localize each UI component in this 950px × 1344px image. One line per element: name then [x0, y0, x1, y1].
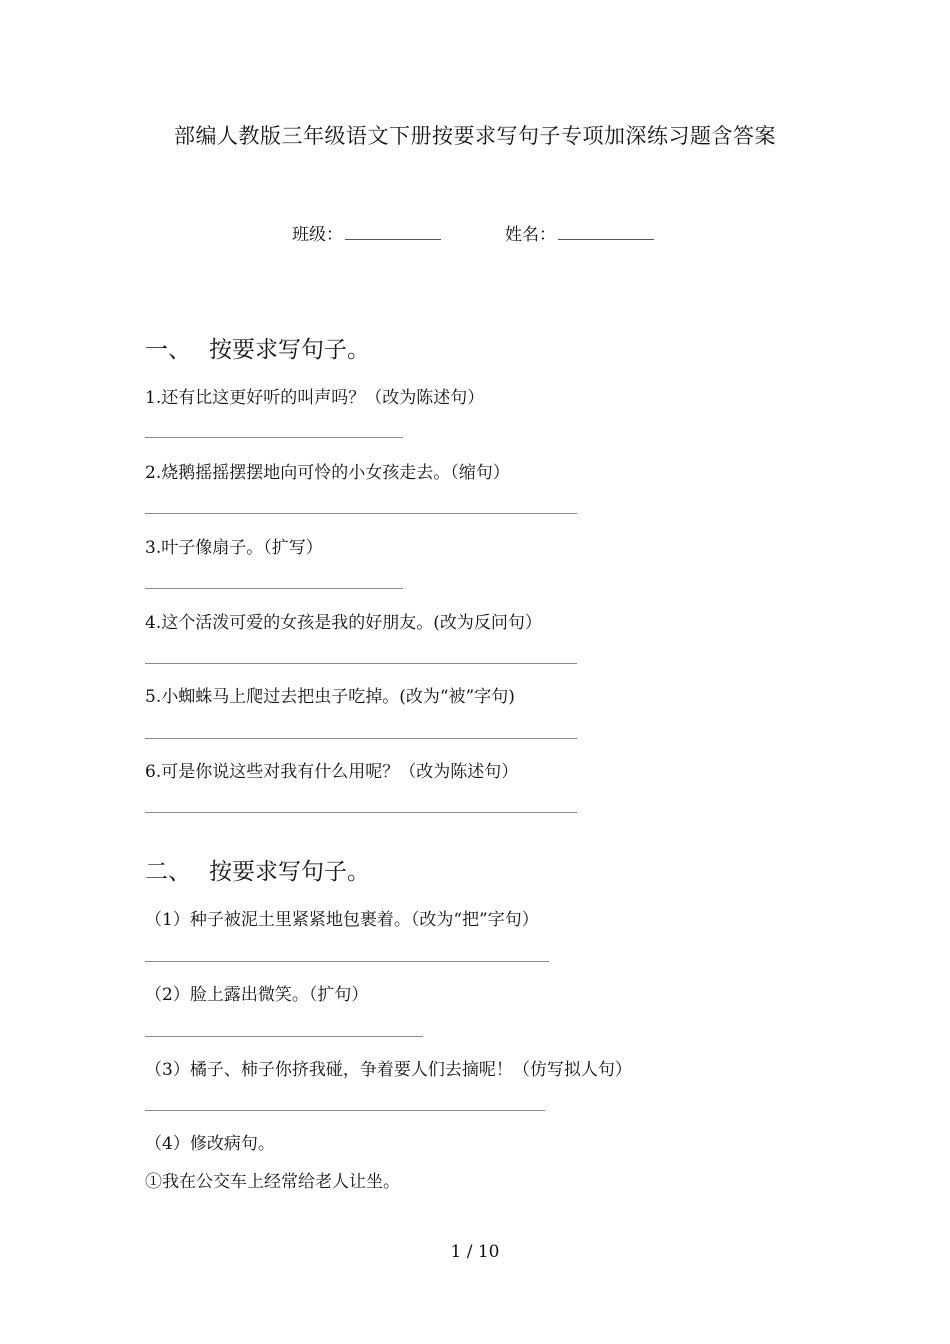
class-blank[interactable]: [345, 225, 441, 240]
answer-line-4[interactable]: [145, 663, 577, 664]
question-2-2: （2）脸上露出微笑。（扩句）: [145, 985, 369, 1005]
answer-line-2[interactable]: [145, 513, 577, 514]
page-title: 部编人教版三年级语文下册按要求写句子专项加深练习题含答案: [174, 124, 776, 148]
section-2-title: 按要求写句子。: [209, 859, 370, 885]
class-field: [292, 220, 441, 245]
question-4: 4.这个活泼可爱的女孩是我的好朋友。(改为反问句）: [145, 613, 542, 633]
answer-line-3[interactable]: [145, 588, 403, 589]
section-1-number: 一、: [145, 337, 191, 363]
answer-line-5[interactable]: [145, 738, 577, 739]
class-label: 班级：: [292, 225, 343, 245]
name-blank[interactable]: [558, 225, 654, 240]
answer-line-2-3[interactable]: [145, 1110, 545, 1111]
section-1-title: 按要求写句子。: [209, 337, 370, 363]
section-2-heading: [145, 853, 370, 886]
answer-line-2-2[interactable]: [145, 1036, 423, 1037]
question-2-1: （1）种子被泥土里紧紧地包裹着。（改为“把”字句）: [145, 910, 539, 930]
question-5: 5.小蜘蛛马上爬过去把虫子吃掉。(改为“被”字句): [145, 687, 515, 707]
question-3: 3.叶子像扇子。（扩写）: [145, 538, 323, 558]
question-1: 1.还有比这更好听的叫声吗？（改为陈述句）: [145, 388, 485, 408]
answer-line-2-1[interactable]: [145, 961, 549, 962]
section-2-number: 二、: [145, 859, 191, 885]
question-2-4: （4）修改病句。: [145, 1134, 275, 1154]
question-2: 2.烧鹅摇摇摆摆地向可怜的小女孩走去。（缩句）: [145, 463, 510, 483]
answer-line-1[interactable]: [145, 437, 403, 438]
answer-line-6[interactable]: [145, 812, 577, 813]
name-field: [505, 220, 654, 245]
page-indicator: 1 / 10: [450, 1242, 500, 1262]
question-6: 6.可是你说这些对我有什么用呢？（改为陈述句）: [145, 762, 519, 782]
section-1-heading: [145, 331, 370, 364]
question-2-3: （3）橘子、柿子你挤我碰，争着要人们去摘呢！（仿写拟人句）: [145, 1060, 632, 1080]
question-2-4-item-1: ①我在公交车上经常给老人让坐。: [145, 1172, 400, 1192]
name-label: 姓名：: [505, 225, 556, 245]
